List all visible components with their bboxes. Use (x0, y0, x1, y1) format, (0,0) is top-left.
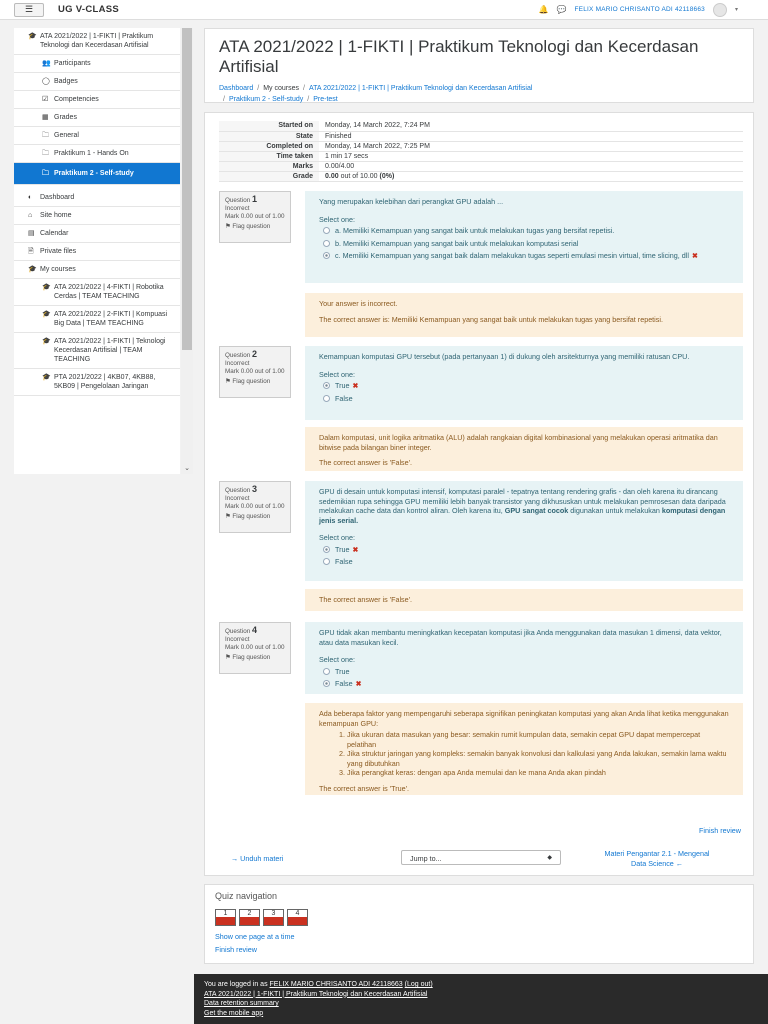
prev-activity-link[interactable]: → Unduh materi (231, 854, 284, 863)
logged-in-info (204, 980, 758, 990)
sidebar-item-course-robotika[interactable] (14, 279, 180, 306)
incorrect-icon: ✖ (352, 381, 359, 390)
list-item: 1. Jika ukuran data masukan yang besar: semakin rumit kumpulan data, semakin cepat GPU dapat mempercepat pelatihan (347, 730, 729, 749)
bell-icon[interactable]: 🔔 (538, 5, 549, 14)
sidebar-item-course[interactable] (14, 28, 180, 55)
folder-icon: 🗀 (42, 170, 49, 177)
list-item: 3. Jika perangkat keras: dengan apa Anda memulai dan ke mana Anda akan pindah (347, 768, 729, 778)
question-number: 1 (251, 194, 257, 204)
finish-review-link[interactable]: Finish review (215, 945, 257, 954)
option-label: c. Memiliki Kemampuan yang sangat baik dalam melakukan tugas seperti emulasi mesin virtual, time slicing, dll (335, 251, 689, 260)
question-mark: Mark 0.00 out of 1.00 (225, 503, 285, 510)
feedback-4 (305, 703, 743, 795)
summary-label: Completed on (219, 141, 319, 151)
question-prompt-part: GPU di desain untuk komputasi intensif, komputasi paralel - tepatnya tentang rendering grafis - dan oleh karena itu dirancang sedemikian rupa sehingga GPU memiliki lebih banyak transistor yang dikhususkan untuk melakukan pemrosesan data daripada melakukan cache data dan kontrol aliran. Oleh karena itu, (319, 487, 726, 515)
incorrect-bar (240, 917, 259, 925)
option-label: True (335, 381, 350, 390)
sidebar-item-label: Competencies (54, 96, 99, 103)
quiz-nav-button[interactable] (215, 909, 236, 926)
sidebar-item-label: General (54, 132, 79, 139)
feedback-1 (305, 293, 743, 337)
question-info-3 (219, 481, 291, 533)
table-row (219, 171, 743, 181)
sidebar-item-label: Participants (54, 60, 91, 67)
correct-answer-text: The correct answer is: Memiliki Kemampuan yang sangat baik untuk melakukan tugas yang bersifat repetisi. (319, 314, 663, 324)
correct-answer-text: The correct answer is 'False'. (319, 595, 413, 604)
quiz-nav-buttons (215, 909, 743, 926)
sidebar-scrollbar[interactable] (181, 28, 193, 474)
correct-answer-text: The correct answer is 'False'. (319, 458, 413, 467)
radio-button[interactable] (323, 668, 330, 675)
sidebar-item-label: ATA 2021/2022 | 2-FIKTI | Kompuasi Big Data | TEAM TEACHING (54, 311, 168, 327)
table-row (219, 131, 743, 141)
quiz-navigation-title: Quiz navigation (215, 891, 278, 901)
radio-button[interactable] (323, 680, 330, 687)
summary-value: Monday, 14 March 2022, 7:24 PM (319, 121, 743, 131)
quiz-nav-button[interactable] (239, 909, 260, 926)
question-text-3 (305, 481, 743, 581)
feedback-2 (305, 427, 743, 471)
incorrect-icon: ✖ (355, 679, 362, 688)
check-square-icon: ☑ (42, 96, 49, 103)
jump-to-select[interactable] (401, 850, 561, 865)
question-prompt: GPU tidak akan membantu meningkatkan kecepatan komputasi jika Anda menggunakan data masukan 1 dimensi, data vektor, atau data masukan kecil. (319, 628, 722, 647)
flag-icon: ⚑ (225, 654, 231, 661)
grade-score: 0.00 (325, 172, 339, 180)
sidebar-item-label: Grades (54, 114, 77, 121)
sidebar (14, 28, 180, 474)
breadcrumb-course[interactable]: ATA 2021/2022 | 1-FIKTI | Praktikum Teknologi dan Kecerdasan Artifisial (308, 85, 533, 92)
logout-link[interactable]: (Log out) (404, 981, 433, 988)
answer-option[interactable] (319, 557, 729, 567)
select-one-label: Select one: (319, 533, 355, 542)
correct-answer-text: The correct answer is 'True'. (319, 783, 409, 793)
question-prompt-bold: GPU sangat cocok (504, 506, 569, 515)
question-word: Question (225, 487, 251, 494)
dashboard-icon: ◐ (28, 194, 33, 201)
question-mark: Mark 0.00 out of 1.00 (225, 644, 285, 651)
grade-percent: (0%) (379, 172, 395, 180)
answer-option[interactable] (319, 239, 729, 249)
option-label: b. Memiliki Kemampuan yang sangat baik untuk melakukan komputasi serial (335, 238, 579, 248)
chat-icon[interactable]: 💬 (556, 5, 567, 14)
breadcrumb-dashboard[interactable]: Dashboard (219, 85, 254, 92)
graduation-cap-icon: 🎓 (28, 266, 37, 273)
summary-value: 0.00/4.00 (319, 161, 743, 171)
breadcrumb-quiz[interactable]: Pre-test (313, 96, 338, 103)
answer-option[interactable] (319, 667, 729, 677)
flag-icon: ⚑ (225, 223, 231, 230)
question-info-2 (219, 346, 291, 398)
select-one-label: Select one: (319, 369, 355, 379)
feedback-text: Ada beberapa faktor yang mempengaruhi seberapa signifikan peningkatan komputasi yang akan Anda lihat ketika menggunakan kemampuan GPU: (319, 709, 729, 728)
table-row (219, 121, 743, 131)
incorrect-bar (216, 917, 235, 925)
folder-icon: 🗀 (42, 150, 49, 157)
chevron-down-icon[interactable]: ▾ (734, 7, 738, 13)
flag-icon: ⚑ (225, 378, 231, 385)
sidebar-item-label: Site home (40, 212, 72, 219)
question-status: Incorrect (225, 360, 250, 367)
table-row (219, 161, 743, 171)
data-retention-link[interactable]: Data retention summary (204, 1000, 279, 1007)
badge-icon: ◯ (42, 78, 50, 85)
sidebar-item-label: Badges (54, 78, 78, 85)
sidebar-item-label: ATA 2021/2022 | 4-FIKTI | Robotika Cerdas | TEAM TEACHING (54, 284, 164, 300)
feedback-list (347, 730, 729, 778)
question-mark: Mark 0.00 out of 1.00 (225, 368, 285, 375)
question-status: Incorrect (225, 205, 250, 212)
flag-question-button[interactable] (225, 654, 285, 662)
select-one-label: Select one: (319, 655, 355, 664)
feedback-3 (305, 589, 743, 611)
radio-button[interactable] (323, 240, 330, 247)
sidebar-item-badges[interactable] (14, 73, 180, 91)
sidebar-item-course-bigdata[interactable] (14, 306, 180, 333)
table-row (219, 141, 743, 151)
question-info-1 (219, 191, 291, 243)
flag-label: Flag question (232, 378, 271, 385)
chevron-updown-icon: ◆ (547, 855, 552, 861)
sidebar-item-label: My courses (40, 266, 76, 273)
quiz-navigation (204, 884, 754, 964)
question-prompt: Kemampuan komputasi GPU tersebut (pada pertanyaan 1) di dukung oleh arsitekturnya yang memiliki ratusan CPU. (319, 352, 690, 361)
flag-label: Flag question (232, 513, 271, 520)
quiz-nav-number: 3 (271, 910, 276, 917)
sidebar-item-praktikum-2[interactable] (14, 163, 180, 185)
question-status: Incorrect (225, 636, 250, 643)
radio-button[interactable] (323, 395, 330, 402)
flag-question-button[interactable] (225, 513, 285, 521)
question-prompt (319, 487, 729, 525)
file-icon: 🗎 (28, 248, 34, 255)
question-text-2 (305, 346, 743, 420)
page-header (204, 28, 754, 103)
quiz-nav-number: 4 (295, 910, 300, 917)
sidebar-item-label: Praktikum 1 - Hands On (54, 150, 129, 157)
list-item: 2. Jika struktur jaringan yang kompleks: semakin banyak konvolusi dan kalkulasi yang Anda lakukan, semakin lama waktu yang dibutuhkan (347, 749, 729, 768)
quiz-review (204, 112, 754, 876)
table-icon: ▦ (42, 114, 49, 121)
graduation-cap-icon: 🎓 (28, 33, 37, 40)
sidebar-item-label: ATA 2021/2022 | 1-FIKTI | Praktikum Teknologi dan Kecerdasan Artifisial (40, 33, 154, 49)
summary-value: 1 min 17 secs (319, 151, 743, 161)
users-icon: 👥 (42, 60, 51, 67)
answer-option[interactable] (319, 679, 729, 689)
user-profile-link[interactable]: FELIX MARIO CHRISANTO ADI 42118663 (269, 981, 403, 988)
quiz-nav-number: 1 (223, 910, 228, 917)
sidebar-item-praktikum-1[interactable] (14, 145, 180, 163)
question-text-1 (305, 191, 743, 283)
chevron-down-icon[interactable]: ⌄ (184, 465, 190, 472)
select-one-label: Select one: (319, 214, 355, 224)
question-status: Incorrect (225, 495, 250, 502)
graduation-cap-icon: 🎓 (42, 338, 51, 345)
mobile-app-link[interactable]: Get the mobile app (204, 1009, 264, 1017)
next-activity-link[interactable]: Materi Pengantar 2.1 - Mengenal Data Science ← (604, 849, 710, 868)
sidebar-item-label: Calendar (40, 230, 69, 237)
incorrect-bar (264, 917, 283, 925)
option-label: a. Memiliki Kemampuan yang sangat baik untuk melakukan tugas yang bersifat repetisi. (335, 226, 615, 235)
flag-icon: ⚑ (225, 513, 231, 520)
question-number: 4 (251, 625, 257, 635)
radio-button[interactable] (323, 558, 330, 565)
question-text-4 (305, 622, 743, 694)
option-label: False (335, 557, 353, 566)
question-prompt-bold: komputasi dengan jenis serial. (319, 506, 726, 525)
scrollbar-thumb[interactable] (182, 28, 192, 350)
show-one-page-link[interactable]: Show one page at a time (215, 932, 295, 941)
feedback-text: Dalam komputasi, unit logika aritmatika (ALU) adalah rangkaian digital kombinasional yang melakukan operasi aritmatika dan bitwise pada bilangan biner integer. (319, 433, 718, 452)
question-word: Question (225, 352, 251, 359)
user-menu-name[interactable]: FELIX MARIO CHRISANTO ADI 42118663 (574, 6, 705, 13)
sidebar-item-course-jaringan[interactable] (14, 369, 180, 396)
summary-label: Started on (219, 121, 319, 131)
radio-button[interactable] (323, 227, 330, 234)
question-info-4 (219, 622, 291, 674)
sidebar-item-label: Private files (40, 248, 77, 255)
feedback-text: Your answer is incorrect. (319, 299, 398, 308)
radio-button[interactable] (323, 546, 330, 553)
home-icon: ⌂ (28, 212, 33, 219)
summary-label: Grade (219, 171, 319, 181)
summary-label: Marks (219, 161, 319, 171)
quiz-nav-number: 2 (247, 910, 252, 917)
quiz-nav-button[interactable] (263, 909, 284, 926)
sidebar-item-label: Praktikum 2 - Self-study (54, 170, 134, 177)
course-link[interactable]: ATA 2021/2022 | 1-FIKTI | Praktikum Teknologi dan Kecerdasan Artifisial (204, 990, 428, 998)
flag-question-button[interactable] (225, 378, 285, 386)
summary-value: Finished (319, 131, 743, 141)
question-number: 3 (251, 484, 257, 494)
site-name[interactable]: UG V-CLASS (58, 4, 120, 15)
summary-label: Time taken (219, 151, 319, 161)
page-title: ATA 2021/2022 | 1-FIKTI | Praktikum Teknologi dan Kecerdasan Artifisial (219, 37, 699, 76)
sidebar-item-general[interactable] (14, 127, 180, 145)
question-word: Question (225, 628, 251, 635)
table-row (219, 151, 743, 161)
answer-option[interactable] (319, 251, 729, 261)
sidebar-item-course-tka[interactable] (14, 333, 180, 369)
option-label: True (335, 544, 350, 554)
breadcrumb-my-courses[interactable]: My courses (263, 85, 299, 92)
attempt-summary (219, 121, 743, 182)
flag-label: Flag question (232, 223, 271, 230)
answer-option[interactable] (319, 545, 729, 555)
grade-out-of: out of 10.00 (338, 172, 380, 180)
sidebar-item-private-files[interactable] (14, 243, 180, 261)
sidebar-item-label: PTA 2021/2022 | 4KB07, 4KB88, 5KB09 | Pengelolaan Jaringan (54, 374, 156, 390)
grade-value (319, 171, 743, 181)
summary-value: Monday, 14 March 2022, 7:25 PM (319, 141, 743, 151)
answer-option[interactable] (319, 381, 729, 391)
answer-option[interactable] (319, 394, 729, 404)
radio-button[interactable] (323, 252, 330, 259)
page-footer (194, 974, 768, 1024)
quiz-nav-button[interactable] (287, 909, 308, 926)
sidebar-item-my-courses[interactable] (14, 261, 180, 279)
calendar-icon: ▤ (28, 230, 35, 237)
sidebar-item-label: Dashboard (40, 194, 75, 201)
finish-review-link[interactable]: Finish review (699, 826, 741, 835)
question-prompt: Yang merupakan kelebihan dari perangkat GPU adalah ... (319, 197, 504, 206)
sidebar-item-calendar[interactable] (14, 225, 180, 243)
sidebar-item-competencies[interactable] (14, 91, 180, 109)
flag-question-button[interactable] (225, 223, 285, 231)
user-area (539, 3, 738, 17)
sidebar-item-site-home[interactable] (14, 207, 180, 225)
incorrect-icon: ✖ (352, 544, 359, 554)
folder-icon: 🗀 (42, 132, 49, 139)
graduation-cap-icon: 🎓 (42, 374, 51, 381)
flag-label: Flag question (232, 654, 271, 661)
summary-label: State (219, 131, 319, 141)
sidebar-item-label: ATA 2021/2022 | 1-FIKTI | Teknologi Kecerdasan Artifisial | TEAM TEACHING (54, 338, 166, 363)
radio-button[interactable] (323, 382, 330, 389)
answer-option[interactable] (319, 226, 729, 236)
top-navbar (0, 0, 768, 20)
breadcrumb-section[interactable]: Praktikum 2 - Self-study (228, 96, 304, 103)
breadcrumb: Dashboard / My courses / ATA 2021/2022 | 1-FIKTI | Praktikum Teknologi dan Kecerdasan Artifisial / Praktikum 2 - Self-study / Pre-test (219, 85, 533, 103)
question-word: Question (225, 197, 251, 204)
sidebar-item-grades[interactable] (14, 109, 180, 127)
question-number: 2 (251, 349, 257, 359)
avatar[interactable] (713, 3, 727, 17)
option-label: False (335, 679, 353, 688)
question-prompt-part: digunakan untuk melakukan (568, 506, 662, 515)
graduation-cap-icon: 🎓 (42, 311, 51, 318)
question-mark: Mark 0.00 out of 1.00 (225, 213, 285, 220)
option-label: False (335, 393, 353, 403)
option-label: True (335, 666, 350, 676)
sidebar-item-participants[interactable] (14, 55, 180, 73)
jump-to-label: Jump to... (410, 854, 442, 863)
graduation-cap-icon: 🎓 (42, 284, 51, 291)
incorrect-icon: ✖ (691, 251, 698, 260)
logged-in-prefix: You are logged in as (204, 981, 270, 988)
menu-toggle-icon[interactable]: ☰ (14, 3, 44, 17)
incorrect-bar (288, 917, 307, 925)
sidebar-item-dashboard[interactable] (14, 189, 180, 207)
